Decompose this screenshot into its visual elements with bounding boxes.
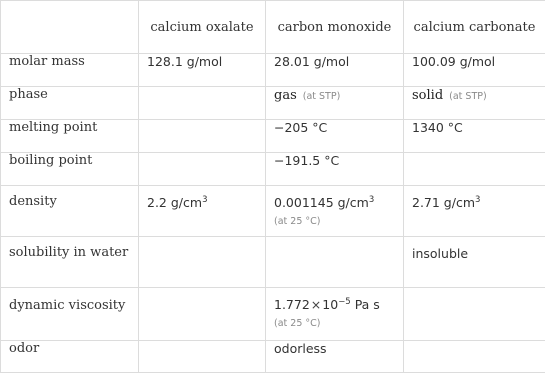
boiling-point-calcium-carbonate [404, 153, 545, 186]
phase-co-value: gas [274, 88, 297, 103]
row-boiling-point [1, 153, 545, 186]
viscosity-co-base: 10 [322, 297, 339, 312]
density-carbon-monoxide [266, 186, 404, 237]
viscosity-calcium-oxalate [139, 288, 266, 341]
density-co-value: 0.001145 g/cm [274, 195, 369, 210]
molar-mass-calcium-carbonate: 100.09 g/mol [404, 54, 545, 87]
solubility-calcium-carbonate: insoluble [404, 237, 545, 288]
row-label-phase: phase [1, 87, 139, 120]
viscosity-carbon-monoxide [266, 288, 404, 341]
row-phase [1, 87, 545, 120]
density-co-exponent: 3 [368, 195, 375, 205]
density-calcium-oxalate [139, 186, 266, 237]
row-label-viscosity: dynamic viscosity [1, 288, 139, 341]
row-label-molar-mass: molar mass [1, 54, 139, 87]
odor-calcium-carbonate [404, 341, 545, 373]
header-carbon-monoxide: carbon monoxide [266, 1, 404, 54]
solubility-carbon-monoxide [266, 237, 404, 288]
phase-calcium-oxalate [139, 87, 266, 120]
boiling-point-carbon-monoxide: −191.5 °C [266, 153, 404, 186]
boiling-point-calcium-oxalate [139, 153, 266, 186]
row-viscosity [1, 288, 545, 341]
row-odor [1, 341, 545, 373]
phase-co-note: (at STP) [302, 91, 341, 102]
density-co-note: (at 25 °C) [274, 216, 321, 227]
header-calcium-oxalate: calcium oxalate [139, 1, 266, 54]
viscosity-co-mantissa: 1.772 [274, 297, 310, 312]
row-solubility [1, 237, 545, 288]
header-empty-cell [1, 1, 139, 54]
solubility-calcium-oxalate [139, 237, 266, 288]
header-row [1, 1, 545, 54]
viscosity-calcium-carbonate [404, 288, 545, 341]
row-label-density: density [1, 186, 139, 237]
density-caox-value: 2.2 g/cm [147, 195, 203, 210]
phase-calcium-carbonate [404, 87, 545, 120]
melting-point-carbon-monoxide: −205 °C [266, 120, 404, 153]
row-molar-mass [1, 54, 545, 87]
odor-calcium-oxalate [139, 341, 266, 373]
molar-mass-calcium-oxalate: 128.1 g/mol [139, 54, 266, 87]
density-calcium-carbonate [404, 186, 545, 237]
phase-carbon-monoxide [266, 87, 404, 120]
viscosity-co-times: × [310, 297, 322, 312]
row-label-odor: odor [1, 341, 139, 373]
viscosity-co-note: (at 25 °C) [274, 318, 321, 329]
phase-caco3-value: solid [412, 88, 444, 103]
melting-point-calcium-carbonate: 1340 °C [404, 120, 545, 153]
odor-carbon-monoxide: odorless [266, 341, 404, 373]
density-caco3-value: 2.71 g/cm [412, 195, 476, 210]
density-caco3-exponent: 3 [475, 195, 481, 205]
row-label-solubility: solubility in water [1, 237, 139, 288]
density-caox-exponent: 3 [202, 195, 208, 205]
melting-point-calcium-oxalate [139, 120, 266, 153]
phase-caco3-note: (at STP) [449, 91, 487, 102]
row-melting-point [1, 120, 545, 153]
header-calcium-carbonate: calcium carbonate [404, 1, 545, 54]
row-label-melting-point: melting point [1, 120, 139, 153]
row-label-boiling-point: boiling point [1, 153, 139, 186]
viscosity-co-unit: Pa s [350, 297, 380, 312]
viscosity-co-exponent: −5 [338, 297, 351, 307]
molar-mass-carbon-monoxide: 28.01 g/mol [266, 54, 404, 87]
row-density [1, 186, 545, 237]
